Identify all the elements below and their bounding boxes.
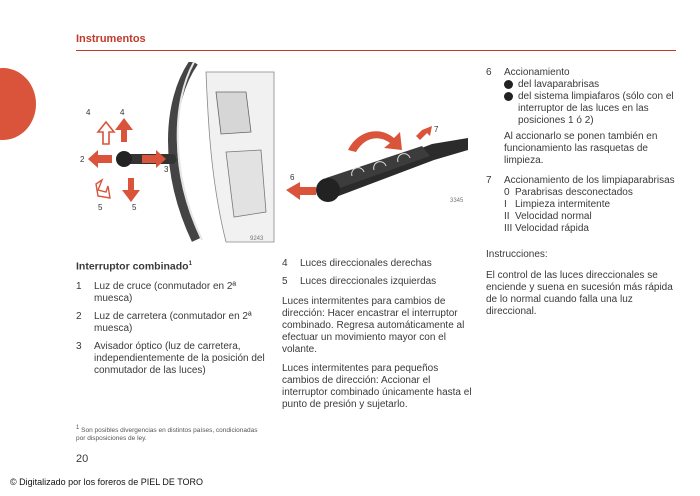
stalk-diagram-right	[282, 116, 472, 208]
list-item-5: 5 Luces direccionales izquierdas	[282, 276, 437, 287]
combined-switch-heading: Interruptor combinado$^1$	[76, 260, 192, 273]
fig-left-label-5a: 5	[98, 203, 103, 212]
page-number: 20	[76, 453, 89, 465]
paragraph-small-turns: Luces intermitentes para pequeños cambios de dirección: Accionar el interruptor combinado únicamente hasta el punto de presión y sujetarlo.	[282, 363, 472, 410]
bullet-headlamp-washer: del sistema limpiafaros (sólo con el interruptor de las luces en las posiciones 1 ó 2)	[504, 91, 676, 127]
list-item-2: 2 Luz de carretera (conmutador en 2ª muesca)	[76, 310, 252, 334]
fig-right-code: 3345	[450, 198, 464, 204]
column-3	[486, 67, 676, 325]
fig-right-label-7: 7	[434, 125, 439, 134]
paragraph-turn-signals: Luces intermitentes para cambios de dirección: Hacer encastrar el interruptor combinado. Regresa automáticamente al efectuar un movimiento mayor con el volante.	[282, 296, 465, 355]
column-1	[76, 258, 266, 383]
footnote: $^1$ Son posibles divergencias en distintos países, condicionadas por disposiciones de ley.	[76, 425, 258, 443]
instructions-text: El control de las luces direccionales se enciende y suena en sucesión más rápida de lo normal cuando falla una luz direccional.	[486, 270, 673, 317]
bullet-dot	[504, 80, 513, 89]
scan-credit: © Digitalizado por los foreros de PIEL DE TORO	[10, 477, 204, 487]
wiper-note: Al accionarlo se ponen también en funcionamiento las rasquetas de limpieza.	[504, 131, 658, 166]
instructions-heading: Instrucciones:	[486, 249, 548, 260]
wiper-speed-3: III Velocidad rápida	[504, 223, 589, 234]
list-item-4: 4 Luces direccionales derechas	[282, 258, 432, 269]
fig-right-label-6: 6	[290, 173, 295, 182]
wiper-speed-2: II Velocidad normal	[504, 211, 592, 222]
stalk-diagram-left	[76, 62, 276, 246]
wiper-speed-0: 0 Parabrisas desconectados	[504, 187, 633, 198]
fig-left-code: 9243	[250, 236, 264, 242]
bullet-dot	[504, 92, 513, 101]
list-item-3: 3 Avisador óptico (luz de carretera, independientemente de la posición del conmutador de las luces)	[76, 340, 265, 376]
list-item-6: 6 Accionamiento	[486, 67, 570, 78]
list-item-1: 1 Luz de cruce (conmutador en 2ª muesca)	[76, 280, 237, 304]
fig-left-label-4b: 4	[120, 108, 125, 117]
wiper-speed-1: I Limpieza intermitente	[504, 199, 611, 210]
list-item-7: 7 Accionamiento de los limpiaparabrisas	[486, 175, 675, 186]
title-divider	[76, 50, 676, 51]
fig-left-label-2: 2	[80, 155, 85, 164]
fig-left-label-4a: 4	[86, 108, 91, 117]
fig-left-label-5b: 5	[132, 203, 137, 212]
fig-left-label-3: 3	[164, 165, 169, 174]
section-title: Instrumentos	[76, 33, 146, 45]
bullet-washer: del lavaparabrisas	[504, 79, 676, 91]
page-edge-tab	[0, 68, 36, 140]
column-2	[282, 258, 472, 418]
